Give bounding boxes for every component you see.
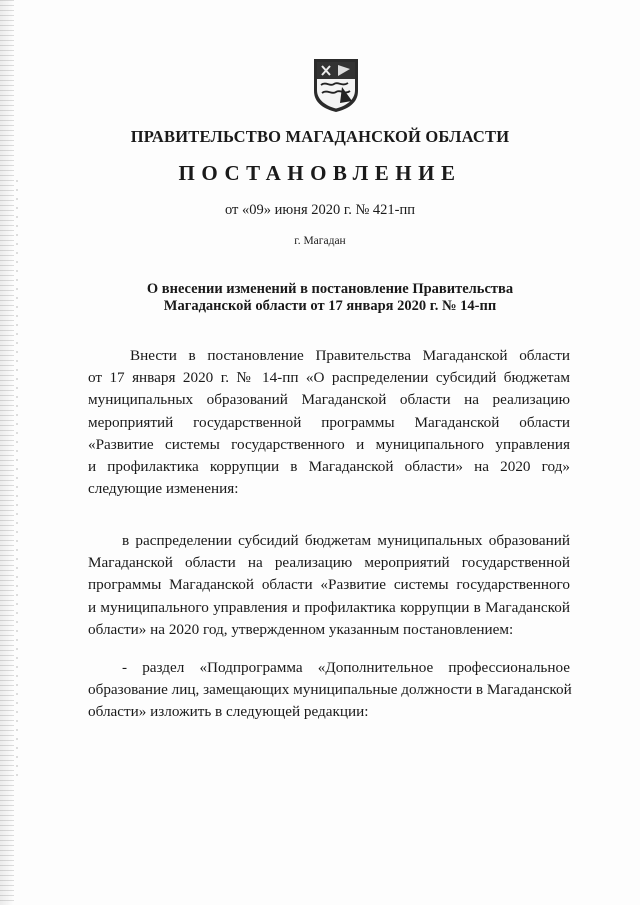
paragraph-line: следующие изменения: [88, 480, 239, 498]
coat-of-arms-icon [312, 57, 360, 113]
paragraph-line: и муниципального управления и профилактика коррупции в Магаданской [88, 598, 570, 616]
paragraph-line: мероприятий государственной программы Магаданской области [88, 413, 570, 431]
paragraph-line: муниципальных образований Магаданской области на реализацию [88, 391, 570, 409]
document-type: ПОСТАНОВЛЕНИЕ [178, 161, 462, 185]
document-subject [120, 281, 540, 315]
paragraph-line: - раздел «Подпрограмма «Дополнительное профессиональное [122, 659, 570, 676]
scan-edge-noise-inner [16, 180, 18, 780]
paragraph-line: области» на 2020 год, утвержденном указанным постановлением: [88, 620, 514, 638]
subject-line: О внесении изменений в постановление Правительства [146, 281, 514, 297]
paragraph-line: Магаданской области на реализацию мероприятий государственной [88, 554, 570, 572]
document-city: г. Магадан [294, 235, 346, 247]
paragraph-3 [88, 657, 570, 724]
subject-line: Магаданской области от 17 января 2020 г. № 14-пп [163, 298, 497, 314]
paragraph-line: «Развитие системы государственного и муниципального управления [88, 435, 570, 453]
paragraph-line: в распределении субсидий бюджетам муниципальных образований [122, 532, 570, 549]
document-date-number: от «09» июня 2020 г. № 421-пп [224, 202, 416, 218]
paragraph-line: Внести в постановление Правительства Магаданской области [130, 347, 570, 364]
paragraph-line: и профилактика коррупции в Магаданской области» на 2020 год» [88, 458, 570, 476]
paragraph-2 [88, 530, 570, 641]
paragraph-line: образование лиц, замещающих муниципальные должности в Магаданской [88, 681, 572, 699]
paragraph-line: от 17 января 2020 г. № 14-пп «О распределении субсидий бюджетам [88, 369, 570, 387]
paragraph-line: программы Магаданской области «Развитие системы государственного [88, 576, 570, 594]
paragraph-line: области» изложить в следующей редакции: [88, 703, 369, 721]
government-title: ПРАВИТЕЛЬСТВО МАГАДАНСКОЙ ОБЛАСТИ [130, 127, 510, 146]
paragraph-1 [88, 345, 570, 500]
